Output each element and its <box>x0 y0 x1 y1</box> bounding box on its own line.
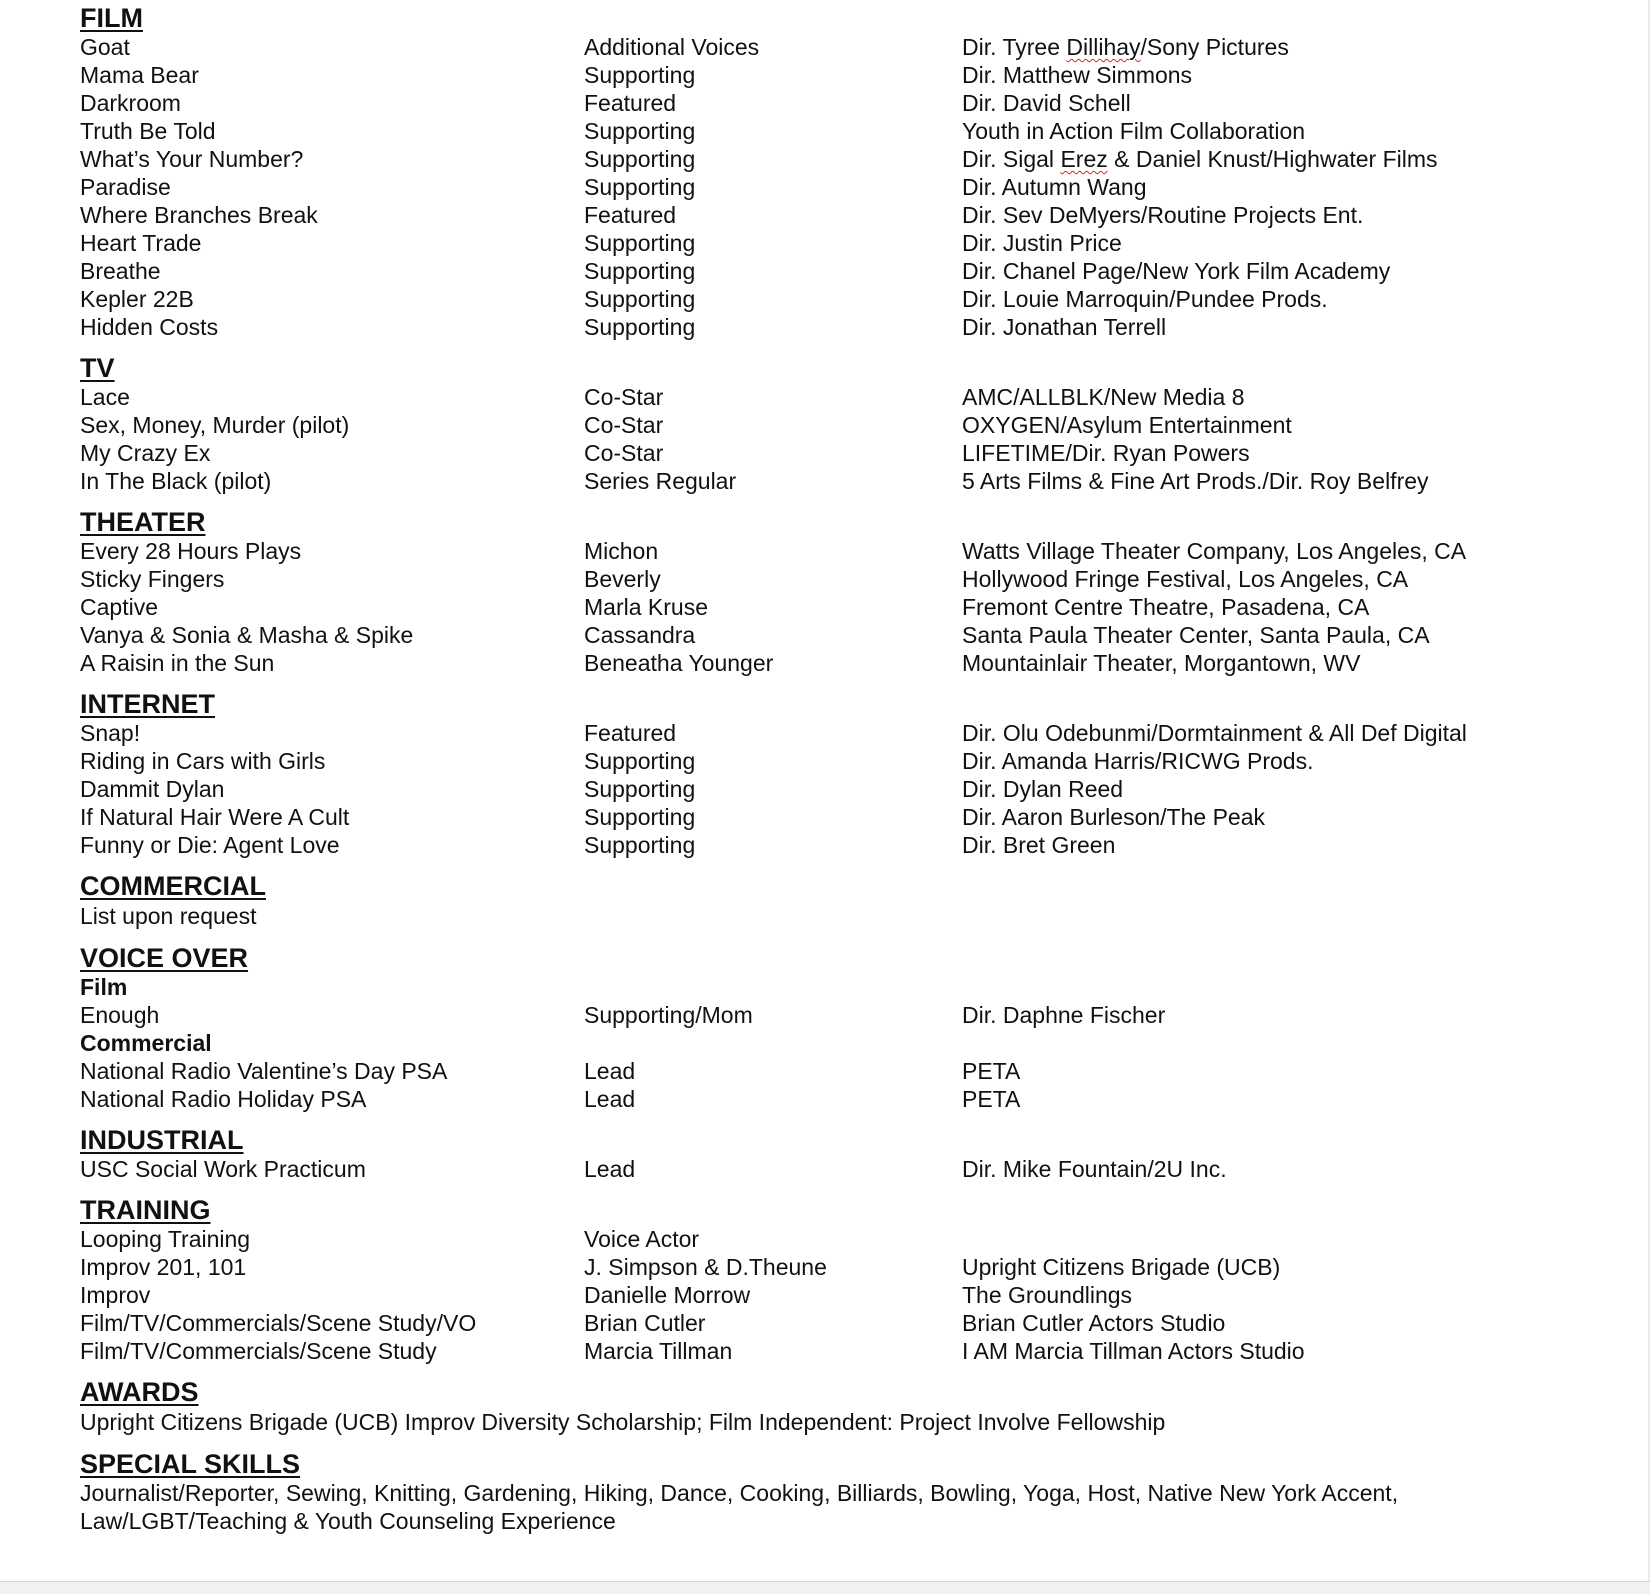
training-heading: TRAINING <box>80 1195 211 1225</box>
project-title: If Natural Hair Were A Cult <box>80 804 350 830</box>
project-title: National Radio Valentine’s Day PSA <box>80 1058 448 1084</box>
role: Lead <box>584 1156 636 1182</box>
role: Featured <box>584 720 677 746</box>
commercial-text: List upon request <box>80 903 257 929</box>
commercial-section <box>80 871 1540 931</box>
role: Voice Actor <box>584 1226 700 1252</box>
project-title: Riding in Cars with Girls <box>80 748 326 774</box>
theater-credit-row <box>80 593 1540 621</box>
project-title: Heart Trade <box>80 230 202 256</box>
project-title: Where Branches Break <box>80 202 318 228</box>
film-credit-row <box>80 61 1540 89</box>
voice-over-film-subheading: Film <box>80 974 128 1000</box>
internet-credit-row <box>80 831 1540 859</box>
tv-credit-row <box>80 467 1540 495</box>
role: Additional Voices <box>584 34 760 60</box>
project-title: Goat <box>80 34 130 60</box>
voice-over-commercial-table <box>80 1057 1540 1113</box>
credit: 5 Arts Films & Fine Art Prods./Dir. Roy Belfrey <box>962 468 1429 494</box>
credit: PETA <box>962 1058 1021 1084</box>
role: Series Regular <box>584 468 737 494</box>
credit: Mountainlair Theater, Morgantown, WV <box>962 650 1361 676</box>
credit: Dir. Justin Price <box>962 230 1122 256</box>
film-credit-row <box>80 117 1540 145</box>
theater-table <box>80 537 1540 677</box>
project-title: Captive <box>80 594 158 620</box>
special-skills-text: Journalist/Reporter, Sewing, Knitting, Gardening, Hiking, Dance, Cooking, Billiards, Bowling, Yoga, Host, Native New York Accent, Law/LGBT/Teaching & Youth Counseling Experience <box>80 1480 1399 1534</box>
role: Co-Star <box>584 412 664 438</box>
role: Beverly <box>584 566 661 592</box>
credit: Hollywood Fringe Festival, Los Angeles, CA <box>962 566 1409 592</box>
internet-section <box>80 689 1540 859</box>
credit: I AM Marcia Tillman Actors Studio <box>962 1338 1305 1364</box>
industrial-table <box>80 1155 1540 1183</box>
credit: Dir. Bret Green <box>962 832 1116 858</box>
project-title: A Raisin in the Sun <box>80 650 275 676</box>
project-title: Kepler 22B <box>80 286 194 312</box>
project-title: Snap! <box>80 720 141 746</box>
credit: Dir. Matthew Simmons <box>962 62 1193 88</box>
role: Co-Star <box>584 384 664 410</box>
voice-over-film-row <box>80 1001 1540 1029</box>
project-title: What’s Your Number? <box>80 146 304 172</box>
film-credit-row <box>80 33 1540 61</box>
credit: Fremont Centre Theatre, Pasadena, CA <box>962 594 1370 620</box>
role: Supporting <box>584 832 696 858</box>
training-row <box>80 1253 1540 1281</box>
industrial-heading: INDUSTRIAL <box>80 1125 244 1155</box>
credit: The Groundlings <box>962 1282 1133 1308</box>
role: Supporting/Mom <box>584 1002 753 1028</box>
theater-credit-row <box>80 537 1540 565</box>
role: Supporting <box>584 286 696 312</box>
role: Supporting <box>584 314 696 340</box>
training-row <box>80 1337 1540 1365</box>
industrial-section <box>80 1125 1540 1183</box>
film-credit-row <box>80 285 1540 313</box>
special-skills-heading: SPECIAL SKILLS <box>80 1449 301 1479</box>
credit: Youth in Action Film Collaboration <box>962 118 1306 144</box>
credit: Watts Village Theater Company, Los Angeles, CA <box>962 538 1467 564</box>
film-credit-row <box>80 229 1540 257</box>
project-title: Film/TV/Commercials/Scene Study/VO <box>80 1310 477 1336</box>
project-title: Funny or Die: Agent Love <box>80 832 340 858</box>
role: Featured <box>584 202 677 228</box>
voice-over-commercial-row <box>80 1057 1540 1085</box>
credit: Santa Paula Theater Center, Santa Paula, CA <box>962 622 1430 648</box>
role: Featured <box>584 90 677 116</box>
role: Brian Cutler <box>584 1310 706 1336</box>
film-credit-row <box>80 313 1540 341</box>
project-title: Mama Bear <box>80 62 199 88</box>
project-title: Breathe <box>80 258 161 284</box>
project-title: USC Social Work Practicum <box>80 1156 366 1182</box>
role: Lead <box>584 1058 636 1084</box>
voice-over-section <box>80 943 1540 1113</box>
credit: Dir. Louie Marroquin/Pundee Prods. <box>962 286 1328 312</box>
role: Supporting <box>584 258 696 284</box>
role: Michon <box>584 538 659 564</box>
awards-text: Upright Citizens Brigade (UCB) Improv Diversity Scholarship; Film Independent: Project Involve Fellowship <box>80 1409 1166 1435</box>
project-title: Hidden Costs <box>80 314 219 340</box>
project-title: Every 28 Hours Plays <box>80 538 302 564</box>
awards-heading: AWARDS <box>80 1377 199 1407</box>
film-table <box>80 33 1540 341</box>
internet-heading: INTERNET <box>80 689 215 719</box>
voice-over-heading: VOICE OVER <box>80 943 249 973</box>
credit: PETA <box>962 1086 1021 1112</box>
project-title: Vanya & Sonia & Masha & Spike <box>80 622 414 648</box>
theater-credit-row <box>80 621 1540 649</box>
internet-table <box>80 719 1540 859</box>
credit: Dir. Autumn Wang <box>962 174 1147 200</box>
role: Lead <box>584 1086 636 1112</box>
project-title: Truth Be Told <box>80 118 216 144</box>
role: Supporting <box>584 748 696 774</box>
credit: Dir. Jonathan Terrell <box>962 314 1167 340</box>
internet-credit-row <box>80 775 1540 803</box>
project-title: My Crazy Ex <box>80 440 211 466</box>
role: Danielle Morrow <box>584 1282 751 1308</box>
credit: Dir. David Schell <box>962 90 1131 116</box>
credit: Dir. Amanda Harris/RICWG Prods. <box>962 748 1314 774</box>
credit: Dir. Sigal Erez & Daniel Knust/Highwater Films <box>962 146 1438 172</box>
credit: Dir. Sev DeMyers/Routine Projects Ent. <box>962 202 1364 228</box>
awards-section <box>80 1377 1540 1437</box>
project-title: National Radio Holiday PSA <box>80 1086 367 1112</box>
film-credit-row <box>80 257 1540 285</box>
role: Supporting <box>584 230 696 256</box>
role: Marcia Tillman <box>584 1338 733 1364</box>
credit: Dir. Dylan Reed <box>962 776 1124 802</box>
credit: Dir. Olu Odebunmi/Dormtainment & All Def Digital <box>962 720 1467 746</box>
training-row <box>80 1309 1540 1337</box>
training-row <box>80 1281 1540 1309</box>
film-credit-row <box>80 173 1540 201</box>
special-skills-section <box>80 1449 1540 1535</box>
role: Cassandra <box>584 622 696 648</box>
credit: AMC/ALLBLK/New Media 8 <box>962 384 1245 410</box>
role: Supporting <box>584 146 696 172</box>
credit: Dir. Mike Fountain/2U Inc. <box>962 1156 1227 1182</box>
project-title: Dammit Dylan <box>80 776 225 802</box>
project-title: Looping Training <box>80 1226 251 1252</box>
project-title: Improv 201, 101 <box>80 1254 247 1280</box>
credit: Dir. Chanel Page/New York Film Academy <box>962 258 1391 284</box>
training-section <box>80 1195 1540 1365</box>
project-title: Enough <box>80 1002 160 1028</box>
document-bottom-scroll-area[interactable] <box>0 1581 1650 1594</box>
tv-section <box>80 353 1540 495</box>
credit: Brian Cutler Actors Studio <box>962 1310 1226 1336</box>
project-title: Film/TV/Commercials/Scene Study <box>80 1338 437 1364</box>
training-table <box>80 1225 1540 1365</box>
project-title: Paradise <box>80 174 171 200</box>
role: Co-Star <box>584 440 664 466</box>
credit: Dir. Aaron Burleson/The Peak <box>962 804 1265 830</box>
commercial-heading: COMMERCIAL <box>80 871 266 901</box>
film-heading: FILM <box>80 3 143 33</box>
tv-credit-row <box>80 383 1540 411</box>
credit: Upright Citizens Brigade (UCB) <box>962 1254 1281 1280</box>
voice-over-commercial-row <box>80 1085 1540 1113</box>
credit: Dir. Tyree Dillihay/Sony Pictures <box>962 34 1289 60</box>
film-credit-row <box>80 201 1540 229</box>
project-title: Sex, Money, Murder (pilot) <box>80 412 350 438</box>
voice-over-film-table <box>80 1001 1540 1029</box>
spellcheck-underlined-word: Dillihay <box>1066 34 1141 60</box>
role: Supporting <box>584 118 696 144</box>
internet-credit-row <box>80 719 1540 747</box>
theater-section <box>80 507 1540 677</box>
film-credit-row <box>80 145 1540 173</box>
theater-credit-row <box>80 649 1540 677</box>
role: Supporting <box>584 776 696 802</box>
resume-page <box>80 0 1540 1547</box>
voice-over-commercial-subheading: Commercial <box>80 1030 212 1056</box>
credit: OXYGEN/Asylum Entertainment <box>962 412 1292 438</box>
credit: LIFETIME/Dir. Ryan Powers <box>962 440 1250 466</box>
industrial-credit-row <box>80 1155 1540 1183</box>
project-title: Lace <box>80 384 130 410</box>
role: Supporting <box>584 804 696 830</box>
theater-heading: THEATER <box>80 507 206 537</box>
film-credit-row <box>80 89 1540 117</box>
role: J. Simpson & D.Theune <box>584 1254 827 1280</box>
tv-credit-row <box>80 411 1540 439</box>
tv-heading: TV <box>80 353 115 383</box>
film-section <box>80 3 1540 341</box>
project-title: Sticky Fingers <box>80 566 225 592</box>
role: Beneatha Younger <box>584 650 774 676</box>
credit: Dir. Daphne Fischer <box>962 1002 1166 1028</box>
theater-credit-row <box>80 565 1540 593</box>
internet-credit-row <box>80 803 1540 831</box>
training-row <box>80 1225 1540 1253</box>
internet-credit-row <box>80 747 1540 775</box>
role: Supporting <box>584 174 696 200</box>
role: Marla Kruse <box>584 594 708 620</box>
tv-table <box>80 383 1540 495</box>
project-title: Improv <box>80 1282 151 1308</box>
project-title: In The Black (pilot) <box>80 468 272 494</box>
spellcheck-underlined-word: Erez <box>1060 146 1108 172</box>
role: Supporting <box>584 62 696 88</box>
project-title: Darkroom <box>80 90 181 116</box>
tv-credit-row <box>80 439 1540 467</box>
